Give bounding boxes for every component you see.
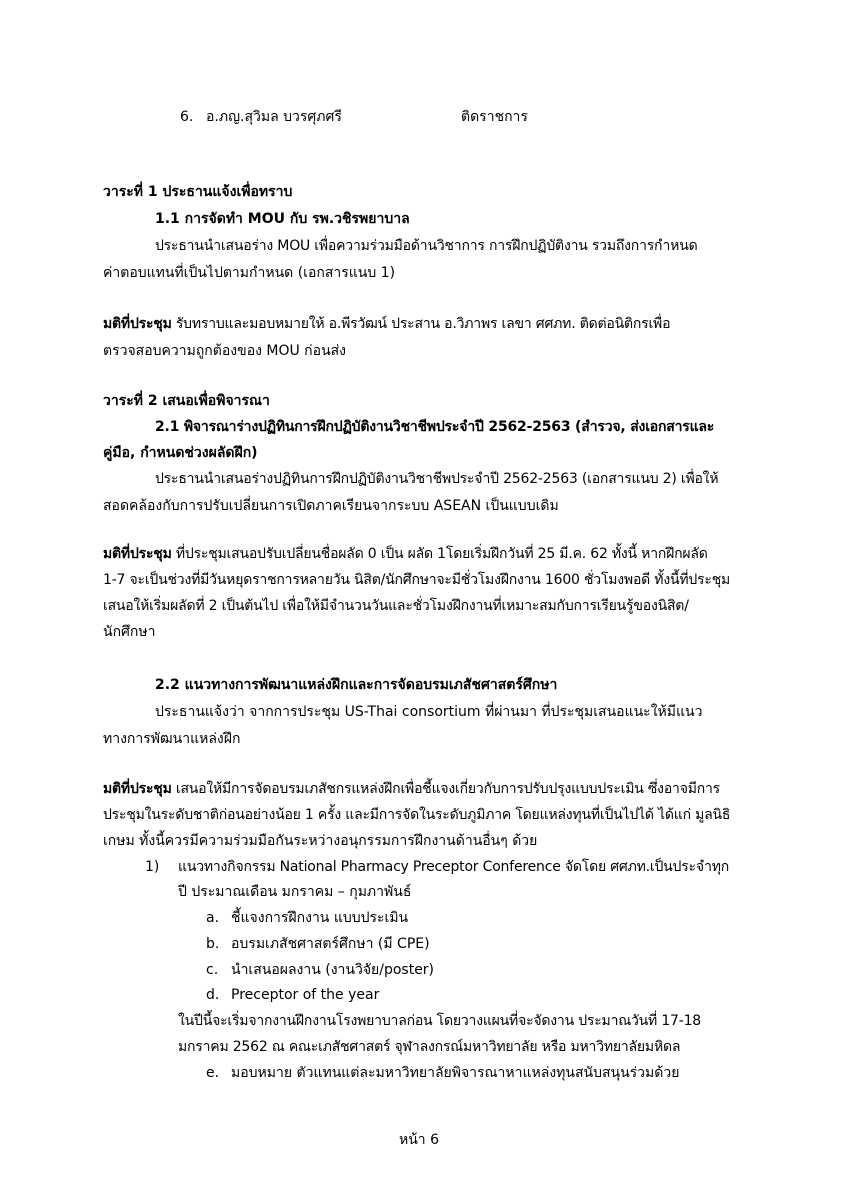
resolution-text: เสนอให้มีการจัดอบรมเภสัชกรแหล่งฝึกเพื่อชี้แจงเกี่ยวกับการปรับปรุงแบบประเมิน ซึ่งอาจมีการ — [171, 781, 720, 797]
agenda2-item2-body-1: ประธานแจ้งว่า จากการประชุม US-Thai consortium ที่ผ่านมา ที่ประชุมเสนอแนะให้มีแนว — [155, 704, 703, 720]
resolution-text: รับทราบและมอบหมายให้ อ.พีรวัฒน์ ประสาน อ.วิภาพร เลขา ศศภท. ติดต่อนิติกรเพื่อ — [171, 316, 671, 332]
agenda1-resolution-1 — [103, 314, 670, 334]
sublist-text: Preceptor of the year — [231, 987, 380, 1003]
agenda2-resolution2-2: ประชุมในระดับชาติก่อนอย่างน้อย 1 ครั้ง และมีการจัดในระดับภูมิภาค โดยแหล่งทุนที่เป็นไปได้ ได้แก่ มูลนิธิ — [103, 807, 731, 823]
agenda1-item-body-2: ค่าตอบแทนที่เป็นไปตามกำหนด (เอกสารแนบ 1) — [103, 265, 396, 281]
agenda2-item1-body-2: สอดคล้องกับการปรับเปลี่ยนการเปิดภาคเรียนจากระบบ ASEAN เป็นแบบเดิม — [103, 498, 559, 514]
agenda1-heading: วาระที่ 1 ประธานแจ้งเพื่อทราบ — [103, 184, 293, 200]
list-item-number: 1) — [145, 859, 160, 875]
agenda1-item-body-1: ประธานนำเสนอร่าง MOU เพื่อความร่วมมือด้านวิชาการ การฝึกปฏิบัติงาน รวมถึงการกำหนด — [155, 238, 698, 254]
agenda2-item1-title-2: คู่มือ, กำหนดช่วงผลัดฝึก) — [103, 445, 258, 461]
agenda2-item2-body-2: ทางการพัฒนาแหล่งฝึก — [103, 731, 241, 747]
attendee-status: ติดราชการ — [461, 109, 528, 125]
sublist-letter: e. — [206, 1065, 220, 1081]
page-number: หน้า 6 — [399, 1132, 440, 1148]
agenda2-resolution2-1 — [103, 779, 720, 799]
resolution-label: มติที่ประชุม — [103, 546, 172, 562]
list-item-text-2: ปี ประมาณเดือน มกราคม – กุมภาพันธ์ — [178, 884, 412, 900]
list-note-2: มกราคม 2562 ณ คณะเภสัชศาสตร์ จุฬาลงกรณ์มหาวิทยาลัย หรือ มหาวิทยาลัยมหิดล — [178, 1039, 681, 1055]
sublist-letter: b. — [206, 936, 220, 952]
agenda2-resolution1-3: เสนอให้เริ่มผลัดที่ 2 เป็นต้นไป เพื่อให้มีจำนวนวันและชั่วโมงฝึกงานที่เหมาะสมกับการเรียนรู้ของนิสิต/ — [103, 598, 689, 614]
agenda2-item2-title: 2.2 แนวทางการพัฒนาแหล่งฝึกและการจัดอบรมเภสัชศาสตร์ศึกษา — [155, 677, 558, 693]
agenda2-item1-body-1: ประธานนำเสนอร่างปฏิทินการฝึกปฏิบัติงานวิชาชีพประจำปี 2562-2563 (เอกสารแนบ 2) เพื่อให้ — [155, 471, 719, 487]
agenda2-resolution1-4: นักศึกษา — [103, 624, 156, 640]
agenda2-resolution2-3: เกษม ทั้งนี้ควรมีความร่วมมือกันระหว่างอนุกรรมการฝึกงานด้านอื่นๆ ด้วย — [103, 833, 538, 849]
sublist-letter: a. — [206, 910, 220, 926]
sublist-text: มอบหมาย ตัวแทนแต่ละมหาวิทยาลัยพิจารณาหาแหล่งทุนสนับสนุนร่วมด้วย — [231, 1065, 680, 1081]
agenda2-resolution1-2: 1-7 จะเป็นช่วงที่มีวันหยุดราชการหลายวัน นิสิต/นักศึกษาจะมีชั่วโมงฝึกงาน 1600 ชั่วโมงพอดี ทั้งนี้ที่ประชุม — [103, 572, 731, 588]
sublist-text: อบรมเภสัชศาสตร์ศึกษา (มี CPE) — [231, 936, 430, 952]
agenda1-item-title: 1.1 การจัดทำ MOU กับ รพ.วชิรพยาบาล — [155, 211, 410, 227]
agenda1-resolution-2: ตรวจสอบความถูกต้องของ MOU ก่อนส่ง — [103, 343, 347, 359]
list-item-text-1: แนวทางกิจกรรม National Pharmacy Preceptor Conference จัดโดย ศศภท.เป็นประจำทุก — [178, 859, 730, 875]
sublist-text: นำเสนอผลงาน (งานวิจัย/poster) — [231, 962, 435, 978]
sublist-letter: c. — [206, 962, 219, 978]
agenda2-heading: วาระที่ 2 เสนอเพื่อพิจารณา — [103, 393, 270, 409]
agenda2-item1-title-1: 2.1 พิจารณาร่างปฏิทินการฝึกปฏิบัติงานวิชาชีพประจำปี 2562-2563 (สำรวจ, ส่งเอกสารและ — [155, 419, 715, 435]
sublist-text: ชี้แจงการฝึกงาน แบบประเมิน — [231, 910, 409, 926]
resolution-text: ที่ประชุมเสนอปรับเปลี่ยนชื่อผลัด 0 เป็น ผลัด 1โดยเริ่มฝึกวันที่ 25 มี.ค. 62 ทั้งนี้ หากฝึกผลัด — [171, 546, 708, 562]
list-note-1: ในปีนี้จะเริ่มจากงานฝึกงานโรงพยาบาลก่อน โดยวางแผนที่จะจัดงาน ประมาณวันที่ 17-18 — [178, 1013, 702, 1029]
sublist-letter: d. — [206, 987, 220, 1003]
agenda2-resolution1-1 — [103, 544, 708, 564]
resolution-label: มติที่ประชุม — [103, 316, 172, 332]
attendee-number: 6. — [180, 109, 194, 125]
attendee-name: อ.ภญ.สุวิมล บวรศุภศรี — [206, 109, 342, 125]
resolution-label: มติที่ประชุม — [103, 781, 172, 797]
